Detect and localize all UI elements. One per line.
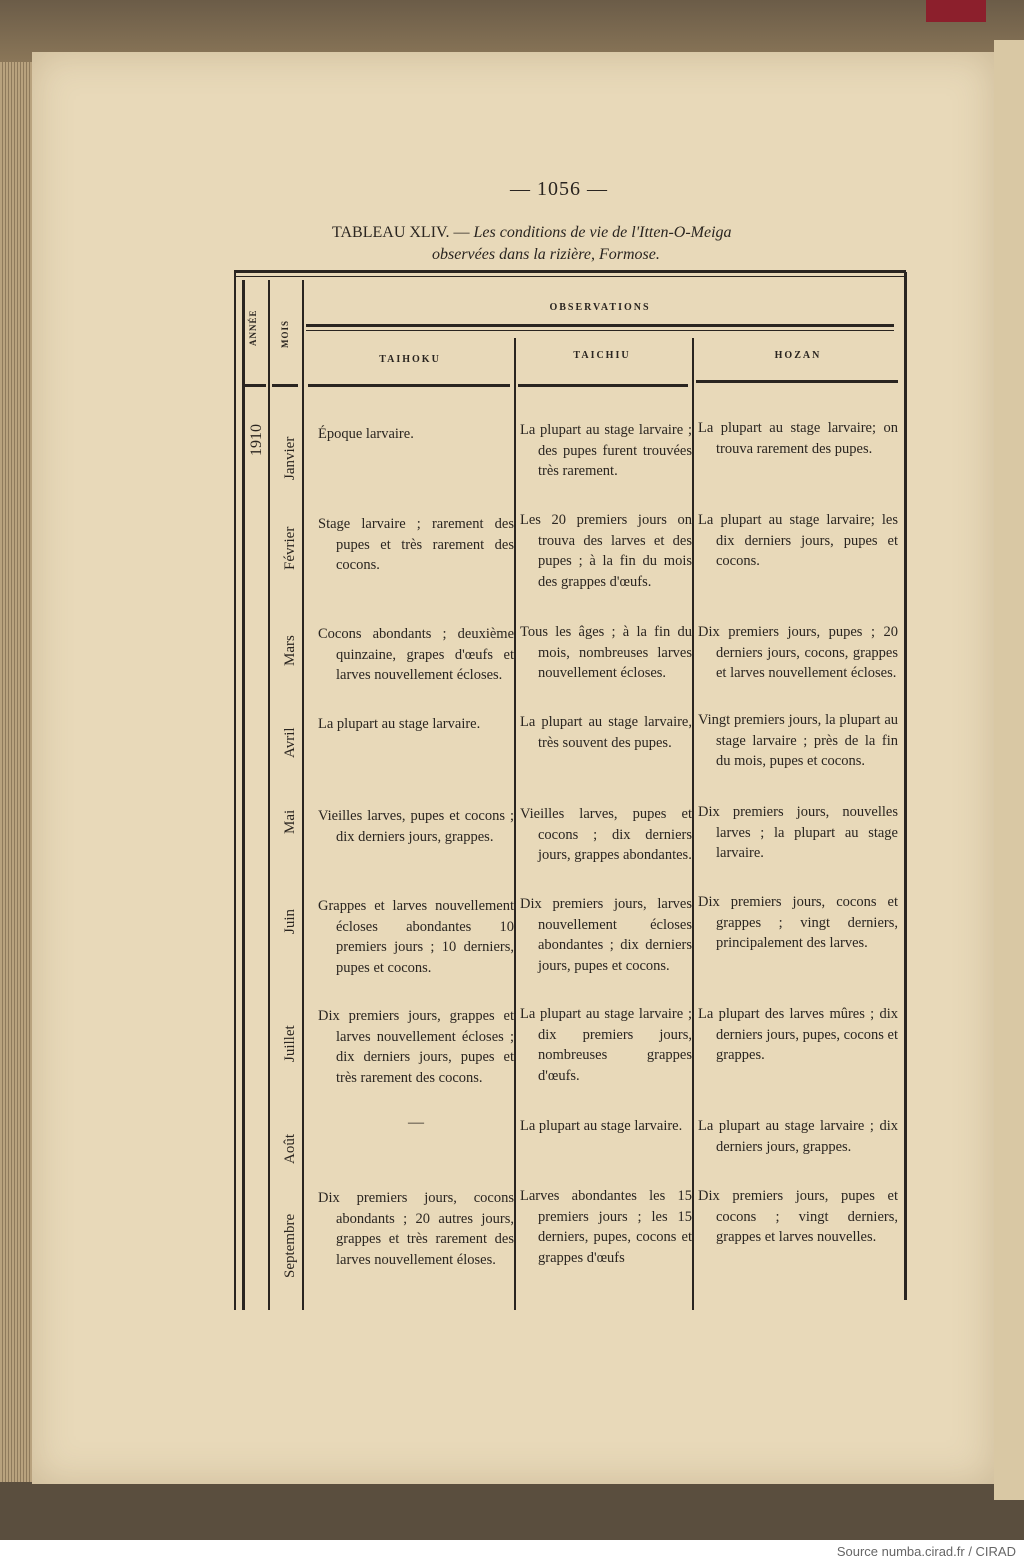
- month-aout: Août: [282, 1134, 298, 1164]
- table-caption-line1: [332, 224, 732, 242]
- header-rule-taihoku: [308, 384, 510, 387]
- month-mai: Mai: [282, 809, 298, 834]
- cell-taihoku-janvier: Époque larvaire.: [318, 426, 414, 442]
- cell-taichiu-juin: Dix premiers jours, larves nouvellement écloses abondantes ; dix derniers jours, pupes et cocons.: [520, 896, 692, 974]
- header-rule-annee: [244, 384, 266, 387]
- table-left-border-thick: [242, 280, 245, 1310]
- table-top-rule-thin: [234, 276, 906, 277]
- cell-hozan-janvier: La plupart au stage larvaire; on trouva rarement des pupes.: [698, 420, 898, 457]
- caption-title-line2: observées dans la rizière, Formose.: [432, 246, 660, 263]
- caption-title-line1: Les conditions de vie de l'Itten-O-Meiga: [473, 224, 732, 241]
- table-left-border: [234, 272, 236, 1310]
- cell-taihoku-fevrier: Stage larvaire ; rarement des pupes et très rarement des cocons.: [318, 516, 514, 574]
- caption-label: TABLEAU XLIV. —: [332, 224, 470, 241]
- header-mois: MOIS: [280, 319, 290, 348]
- bookmark-ribbon: [926, 0, 986, 22]
- cell-hozan-mai: Dix premiers jours, nouvelles larves ; la plupart au stage larvaire.: [698, 804, 898, 862]
- month-avril: Avril: [282, 727, 298, 758]
- cell-taihoku-aout: —: [408, 1114, 424, 1131]
- cell-taichiu-aout: La plupart au stage larvaire.: [520, 1118, 683, 1134]
- header-rule-taichiu: [518, 384, 688, 387]
- cell-taihoku-septembre: Dix premiers jours, cocons abondants ; 20 autres jours, grappes et très rarement des larves nouvellement éloses.: [318, 1190, 514, 1268]
- header-rule-mois: [272, 384, 298, 387]
- cell-hozan-septembre: Dix premiers jours, pupes et cocons ; vingt derniers, grappes et larves nouvelles.: [698, 1188, 898, 1246]
- cell-hozan-aout: La plupart au stage larvaire ; dix derniers jours, grappes.: [698, 1118, 898, 1155]
- observations-rule-thin: [306, 330, 894, 331]
- header-annee: ANNÉE: [248, 309, 258, 346]
- header-rule-hozan: [696, 380, 898, 383]
- cell-hozan-mars: Dix premiers jours, pupes ; 20 derniers jours, cocons, grappes et larves nouvellement écloses.: [698, 624, 898, 682]
- cell-taichiu-fevrier: Les 20 premiers jours on trouva des larves et des pupes ; à la fin du mois des grappes d'œufs.: [520, 512, 692, 590]
- col-divider-annee: [268, 280, 270, 1310]
- cell-taihoku-juillet: Dix premiers jours, grappes et larves nouvellement écloses ; dix derniers jours, pupes et très rarement des cocons.: [318, 1008, 514, 1086]
- table-right-border: [904, 272, 907, 1300]
- cell-taihoku-juin: Grappes et larves nouvellement écloses abondantes 10 premiers jours ; 10 derniers, pupes et cocons.: [318, 898, 514, 976]
- cell-hozan-juin: Dix premiers jours, cocons et grappes ; vingt derniers, principalement des larves.: [698, 894, 898, 952]
- header-taihoku: TAIHOKU: [379, 354, 441, 365]
- month-mars: Mars: [282, 635, 298, 666]
- cell-taihoku-mars: Cocons abondants ; deuxième quinzaine, grapes d'œufs et larves nouvellement écloses.: [318, 626, 514, 684]
- observations-rule: [306, 324, 894, 327]
- source-credit: Source numba.cirad.fr / CIRAD: [836, 1544, 1016, 1559]
- cell-taichiu-mars: Tous les âges ; à la fin du mois, nombreuses larves nouvellement écloses.: [520, 624, 692, 682]
- right-page-edge: [994, 40, 1024, 1500]
- table-top-rule: [234, 270, 906, 273]
- header-taichiu: TAICHIU: [573, 350, 631, 361]
- header-observations: OBSERVATIONS: [549, 302, 651, 313]
- page-number: — 1056 —: [510, 178, 608, 200]
- cell-taichiu-janvier: La plupart au stage larvaire ; des pupes furent trouvées très rarement.: [520, 422, 692, 480]
- cell-taichiu-mai: Vieilles larves, pupes et cocons ; dix derniers jours, grappes abondantes.: [520, 806, 692, 864]
- cell-taihoku-mai: Vieilles larves, pupes et cocons ; dix derniers jours, grappes.: [318, 808, 514, 845]
- month-fevrier: Février: [282, 526, 298, 570]
- month-janvier: Janvier: [282, 436, 298, 480]
- cell-taihoku-avril: La plupart au stage larvaire.: [318, 716, 481, 732]
- cell-hozan-fevrier: La plupart au stage larvaire; les dix derniers jours, pupes et cocons.: [698, 512, 898, 570]
- cell-taichiu-juillet: La plupart au stage larvaire ; dix premiers jours, nombreuses grappes d'œufs.: [520, 1006, 692, 1084]
- cell-hozan-avril: Vingt premiers jours, la plupart au stage larvaire ; près de la fin du mois, pupes et cocons.: [698, 712, 898, 770]
- year-label: 1910: [248, 424, 265, 456]
- cell-taichiu-septembre: Larves abondantes les 15 premiers jours ; les 15 derniers, pupes, cocons et grappes d'œufs: [520, 1188, 692, 1266]
- header-hozan: HOZAN: [774, 350, 822, 361]
- cell-hozan-juillet: La plupart des larves mûres ; dix derniers jours, pupes, cocons et grappes.: [698, 1006, 899, 1064]
- col-divider-mois: [302, 280, 304, 1310]
- month-septembre: Septembre: [282, 1213, 298, 1278]
- col-divider-taichiu: [692, 338, 694, 1310]
- month-juin: Juin: [282, 908, 298, 934]
- cell-taichiu-avril: La plupart au stage larvaire, très souvent des pupes.: [520, 714, 692, 751]
- month-juillet: Juillet: [282, 1025, 298, 1062]
- col-divider-taihoku: [514, 338, 516, 1310]
